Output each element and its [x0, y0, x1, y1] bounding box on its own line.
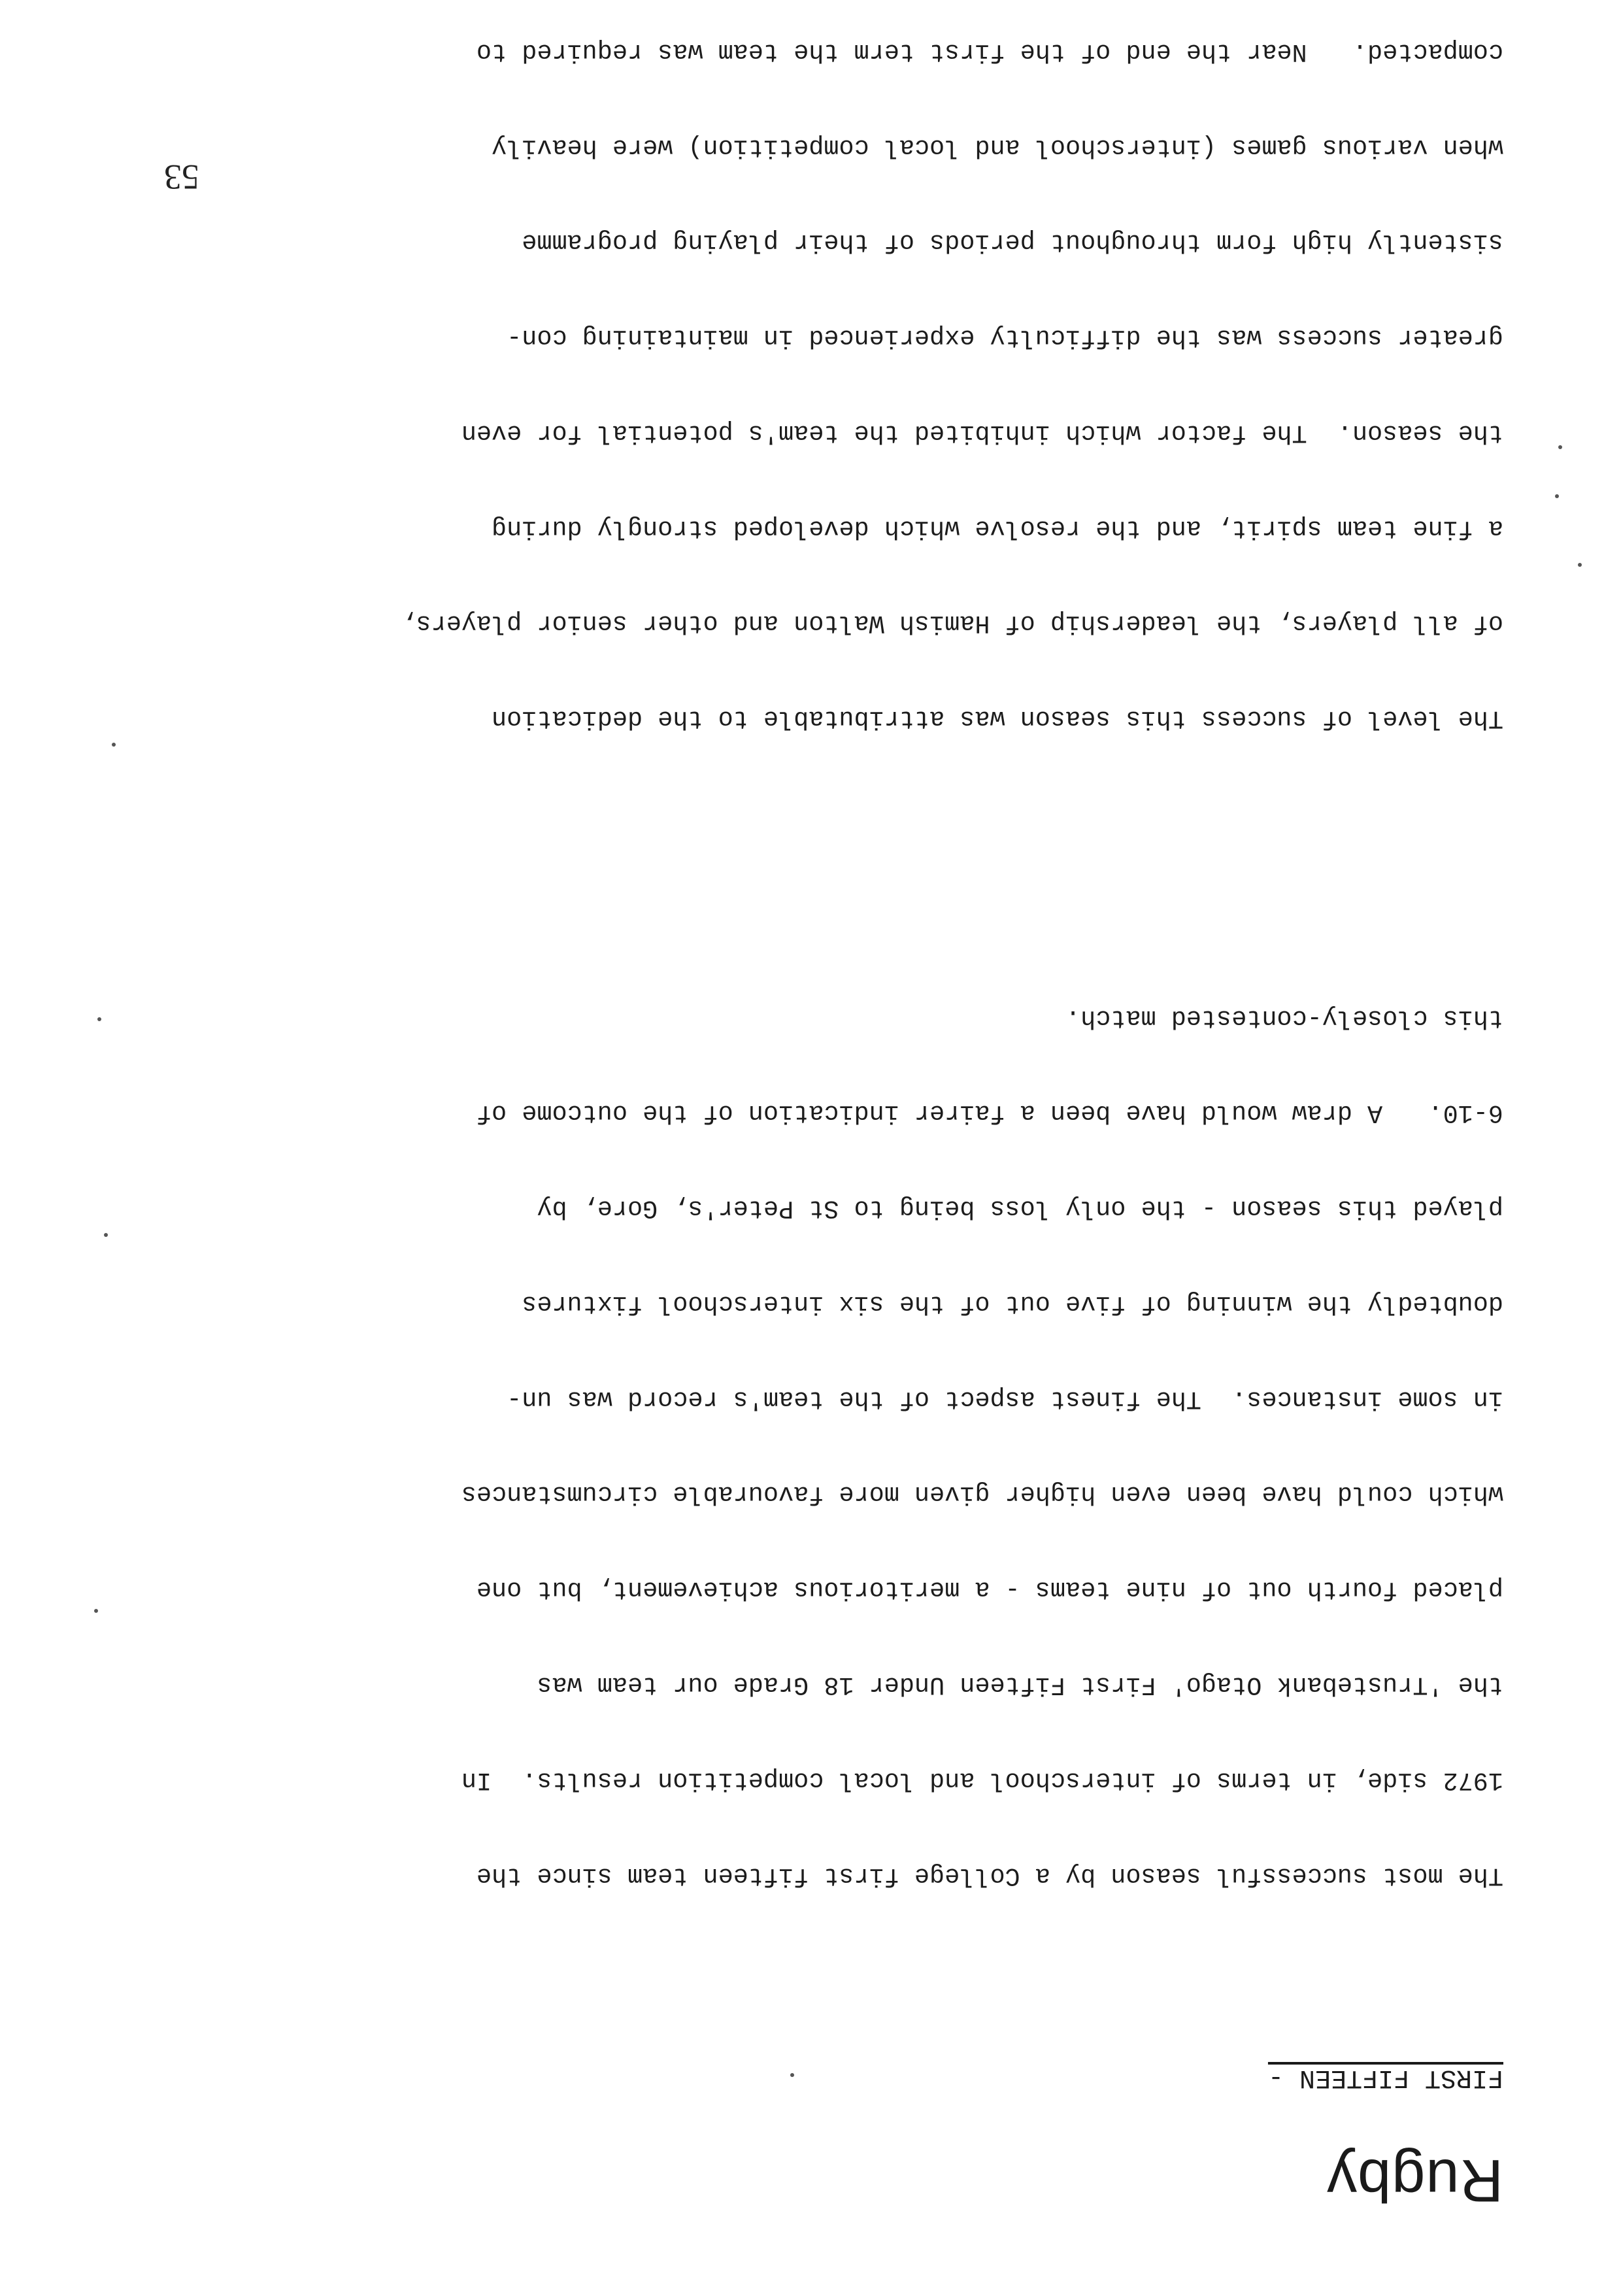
- scan-speck: [94, 1609, 98, 1613]
- text-line: The most successful season by a College first fifteen team since the: [476, 1861, 1503, 1890]
- text-line: played this season - the only loss being to St Peter's, Gore, by: [537, 1194, 1503, 1223]
- text-line: 1972 side, in terms of interschool and local competition results. In: [461, 1765, 1503, 1795]
- text-line: The level of success this season was attributable to the dedication: [492, 704, 1503, 734]
- scan-speck: [1578, 563, 1582, 567]
- text-line: placed fourth out of nine teams - a meritorious achievement, but one: [476, 1575, 1503, 1604]
- text-line: which could have been even higher given more favourable circumstances: [461, 1479, 1503, 1509]
- paragraph-1: [98, 938, 1503, 1955]
- article-body: [98, 0, 1503, 2018]
- text-line: the 'Trustebank Otago' First Fifteen Under 18 Grade our team was: [537, 1670, 1503, 1700]
- text-line: sistently high form throughout periods of their playing programme: [522, 228, 1503, 257]
- text-line: this closely-contested match.: [1065, 1003, 1503, 1032]
- section-title: FIRST FIFTEEN -: [1267, 2063, 1503, 2092]
- scan-speck: [97, 1017, 101, 1021]
- text-line: when various games (interschool and local competition) were heavily: [492, 132, 1503, 161]
- text-line: in some instances. The finest aspect of the team's record was un-: [507, 1384, 1503, 1413]
- text-line: of all players, the leadership of Hamish Walton and other senior players,: [401, 609, 1503, 638]
- text-line: 6-10. A draw would have been a fairer indication of the outcome of: [476, 1098, 1503, 1128]
- scan-speck: [112, 743, 116, 747]
- page-number: 53: [164, 158, 199, 197]
- scan-speck: [1558, 445, 1562, 449]
- scan-speck: [104, 1233, 108, 1237]
- text-line: compacted. Near the end of the first term the team was required to: [476, 37, 1503, 66]
- scan-speck: [1555, 494, 1559, 498]
- text-line: the season. The factor which inhibited the team's potential for even: [461, 418, 1503, 447]
- scan-speck: [790, 2073, 794, 2077]
- text-line: greater success was the difficulty experienced in maintaining con-: [507, 323, 1503, 352]
- page-title: Rugby: [1326, 2147, 1503, 2214]
- text-line: a fine team spirit, and the resolve which developed strongly during: [492, 513, 1503, 543]
- paragraph-2: [98, 0, 1503, 798]
- section-subheading: [1268, 2063, 1503, 2092]
- text-line: doubtedly the winning of five out of the six interschool fixtures: [522, 1289, 1503, 1318]
